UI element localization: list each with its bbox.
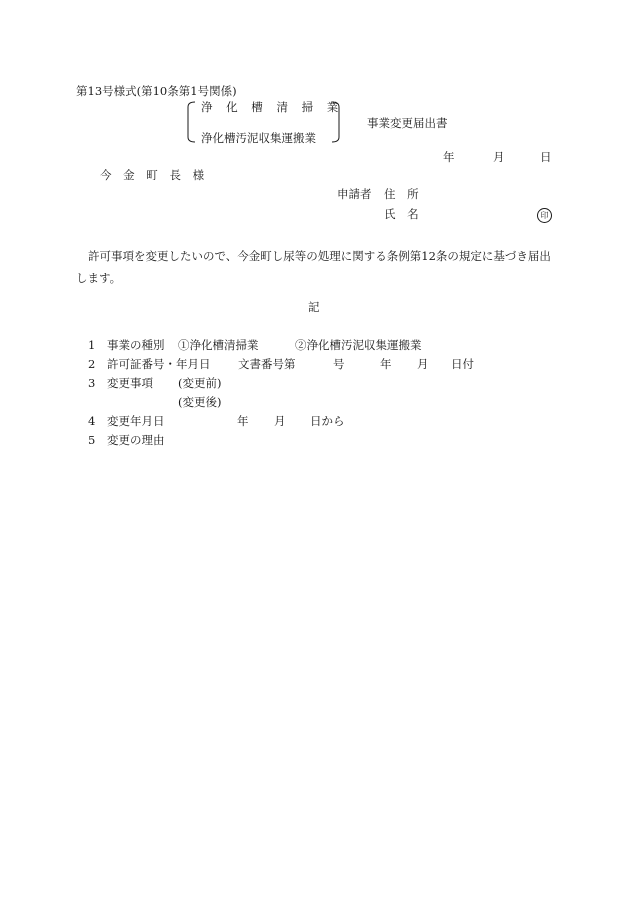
left-bracket bbox=[186, 101, 196, 143]
date-month: 月 bbox=[493, 150, 505, 164]
item-4-label: 変更年月日 bbox=[107, 414, 165, 428]
item-3-label: 変更事項 bbox=[107, 376, 153, 390]
ki-heading: 記 bbox=[308, 300, 320, 314]
item-2-year: 年 bbox=[380, 357, 392, 371]
item-3-after: (変更後) bbox=[178, 395, 222, 409]
item-3-before: (変更前) bbox=[178, 376, 222, 390]
item-1-number: 1 bbox=[88, 338, 96, 352]
right-bracket bbox=[331, 101, 341, 143]
item-1-option-1: ①浄化槽清掃業 bbox=[178, 338, 259, 352]
item-4-from: 日から bbox=[310, 414, 345, 428]
seal-mark: 印 bbox=[537, 208, 552, 223]
body-paragraph: 許可事項を変更したいので、今金町し尿等の処理に関する条例第12条の規定に基づき届出します。 bbox=[76, 249, 551, 285]
item-3-number: 3 bbox=[88, 376, 96, 390]
item-2-doc-number: 文書番号第 bbox=[238, 357, 296, 371]
item-5-number: 5 bbox=[88, 433, 96, 447]
addressee: 今 金 町 長 様 bbox=[100, 168, 209, 182]
document-title: 事業変更届出書 bbox=[367, 116, 448, 130]
form-label: 第13号様式(第10条第1号関係) bbox=[76, 84, 237, 98]
item-1-label: 事業の種別 bbox=[107, 338, 165, 352]
business-type-collection: 浄化槽汚泥収集運搬業 bbox=[201, 131, 316, 145]
item-1-option-2: ②浄化槽汚泥収集運搬業 bbox=[295, 338, 422, 352]
item-5-label: 変更の理由 bbox=[107, 433, 165, 447]
item-2-label: 許可証番号・年月日 bbox=[107, 357, 211, 371]
address-label: 住 所 bbox=[384, 187, 423, 201]
date-day: 日 bbox=[540, 150, 552, 164]
item-4-year: 年 bbox=[237, 414, 249, 428]
item-2-month: 月 bbox=[417, 357, 429, 371]
item-2-day: 日付 bbox=[451, 357, 474, 371]
item-4-month: 月 bbox=[274, 414, 286, 428]
item-4-number: 4 bbox=[88, 414, 96, 428]
item-2-number: 2 bbox=[88, 357, 96, 371]
business-type-cleaning: 浄 化 槽 清 掃 業 bbox=[201, 100, 344, 114]
date-year: 年 bbox=[443, 150, 455, 164]
applicant-label: 申請者 bbox=[337, 187, 372, 201]
item-2-go: 号 bbox=[333, 357, 345, 371]
name-label: 氏 名 bbox=[384, 207, 423, 221]
